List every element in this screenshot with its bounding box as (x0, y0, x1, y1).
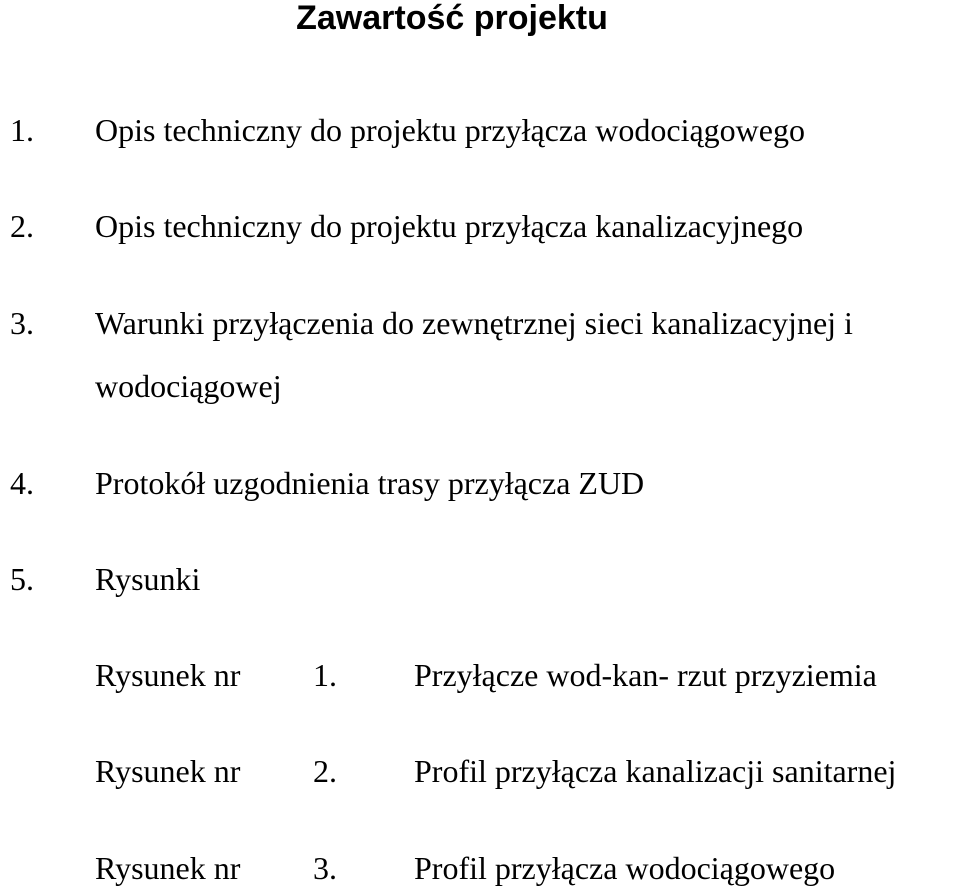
item-5-number: 5. (10, 561, 34, 597)
item-5-text: Rysunki (95, 561, 201, 597)
item-1-number: 1. (10, 112, 34, 148)
item-4-text: Protokół uzgodnienia trasy przyłącza ZUD (95, 465, 645, 501)
item-3-number: 3. (10, 305, 34, 341)
drawing-1-label: Rysunek nr (95, 657, 241, 693)
drawing-2-number: 2. (313, 753, 337, 789)
item-4-number: 4. (10, 465, 34, 501)
drawing-3-number: 3. (313, 850, 337, 886)
drawing-1-number: 1. (313, 657, 337, 693)
item-1-text: Opis techniczny do projektu przyłącza wodociągowego (95, 112, 805, 148)
drawing-2-label: Rysunek nr (95, 753, 241, 789)
item-2-number: 2. (10, 208, 34, 244)
item-3-text-line-1: Warunki przyłączenia do zewnętrznej sieci kanalizacyjnej i (95, 305, 853, 341)
drawing-1-title: Przyłącze wod-kan- rzut przyziemia (414, 657, 877, 693)
document-title: Zawartość projektu (296, 0, 608, 37)
drawing-3-label: Rysunek nr (95, 850, 241, 886)
item-2-text: Opis techniczny do projektu przyłącza kanalizacyjnego (95, 208, 804, 244)
drawing-3-title: Profil przyłącza wodociągowego (414, 850, 836, 886)
item-3-text-line-2: wodociągowej (95, 368, 282, 404)
drawing-2-title: Profil przyłącza kanalizacji sanitarnej (414, 753, 897, 789)
